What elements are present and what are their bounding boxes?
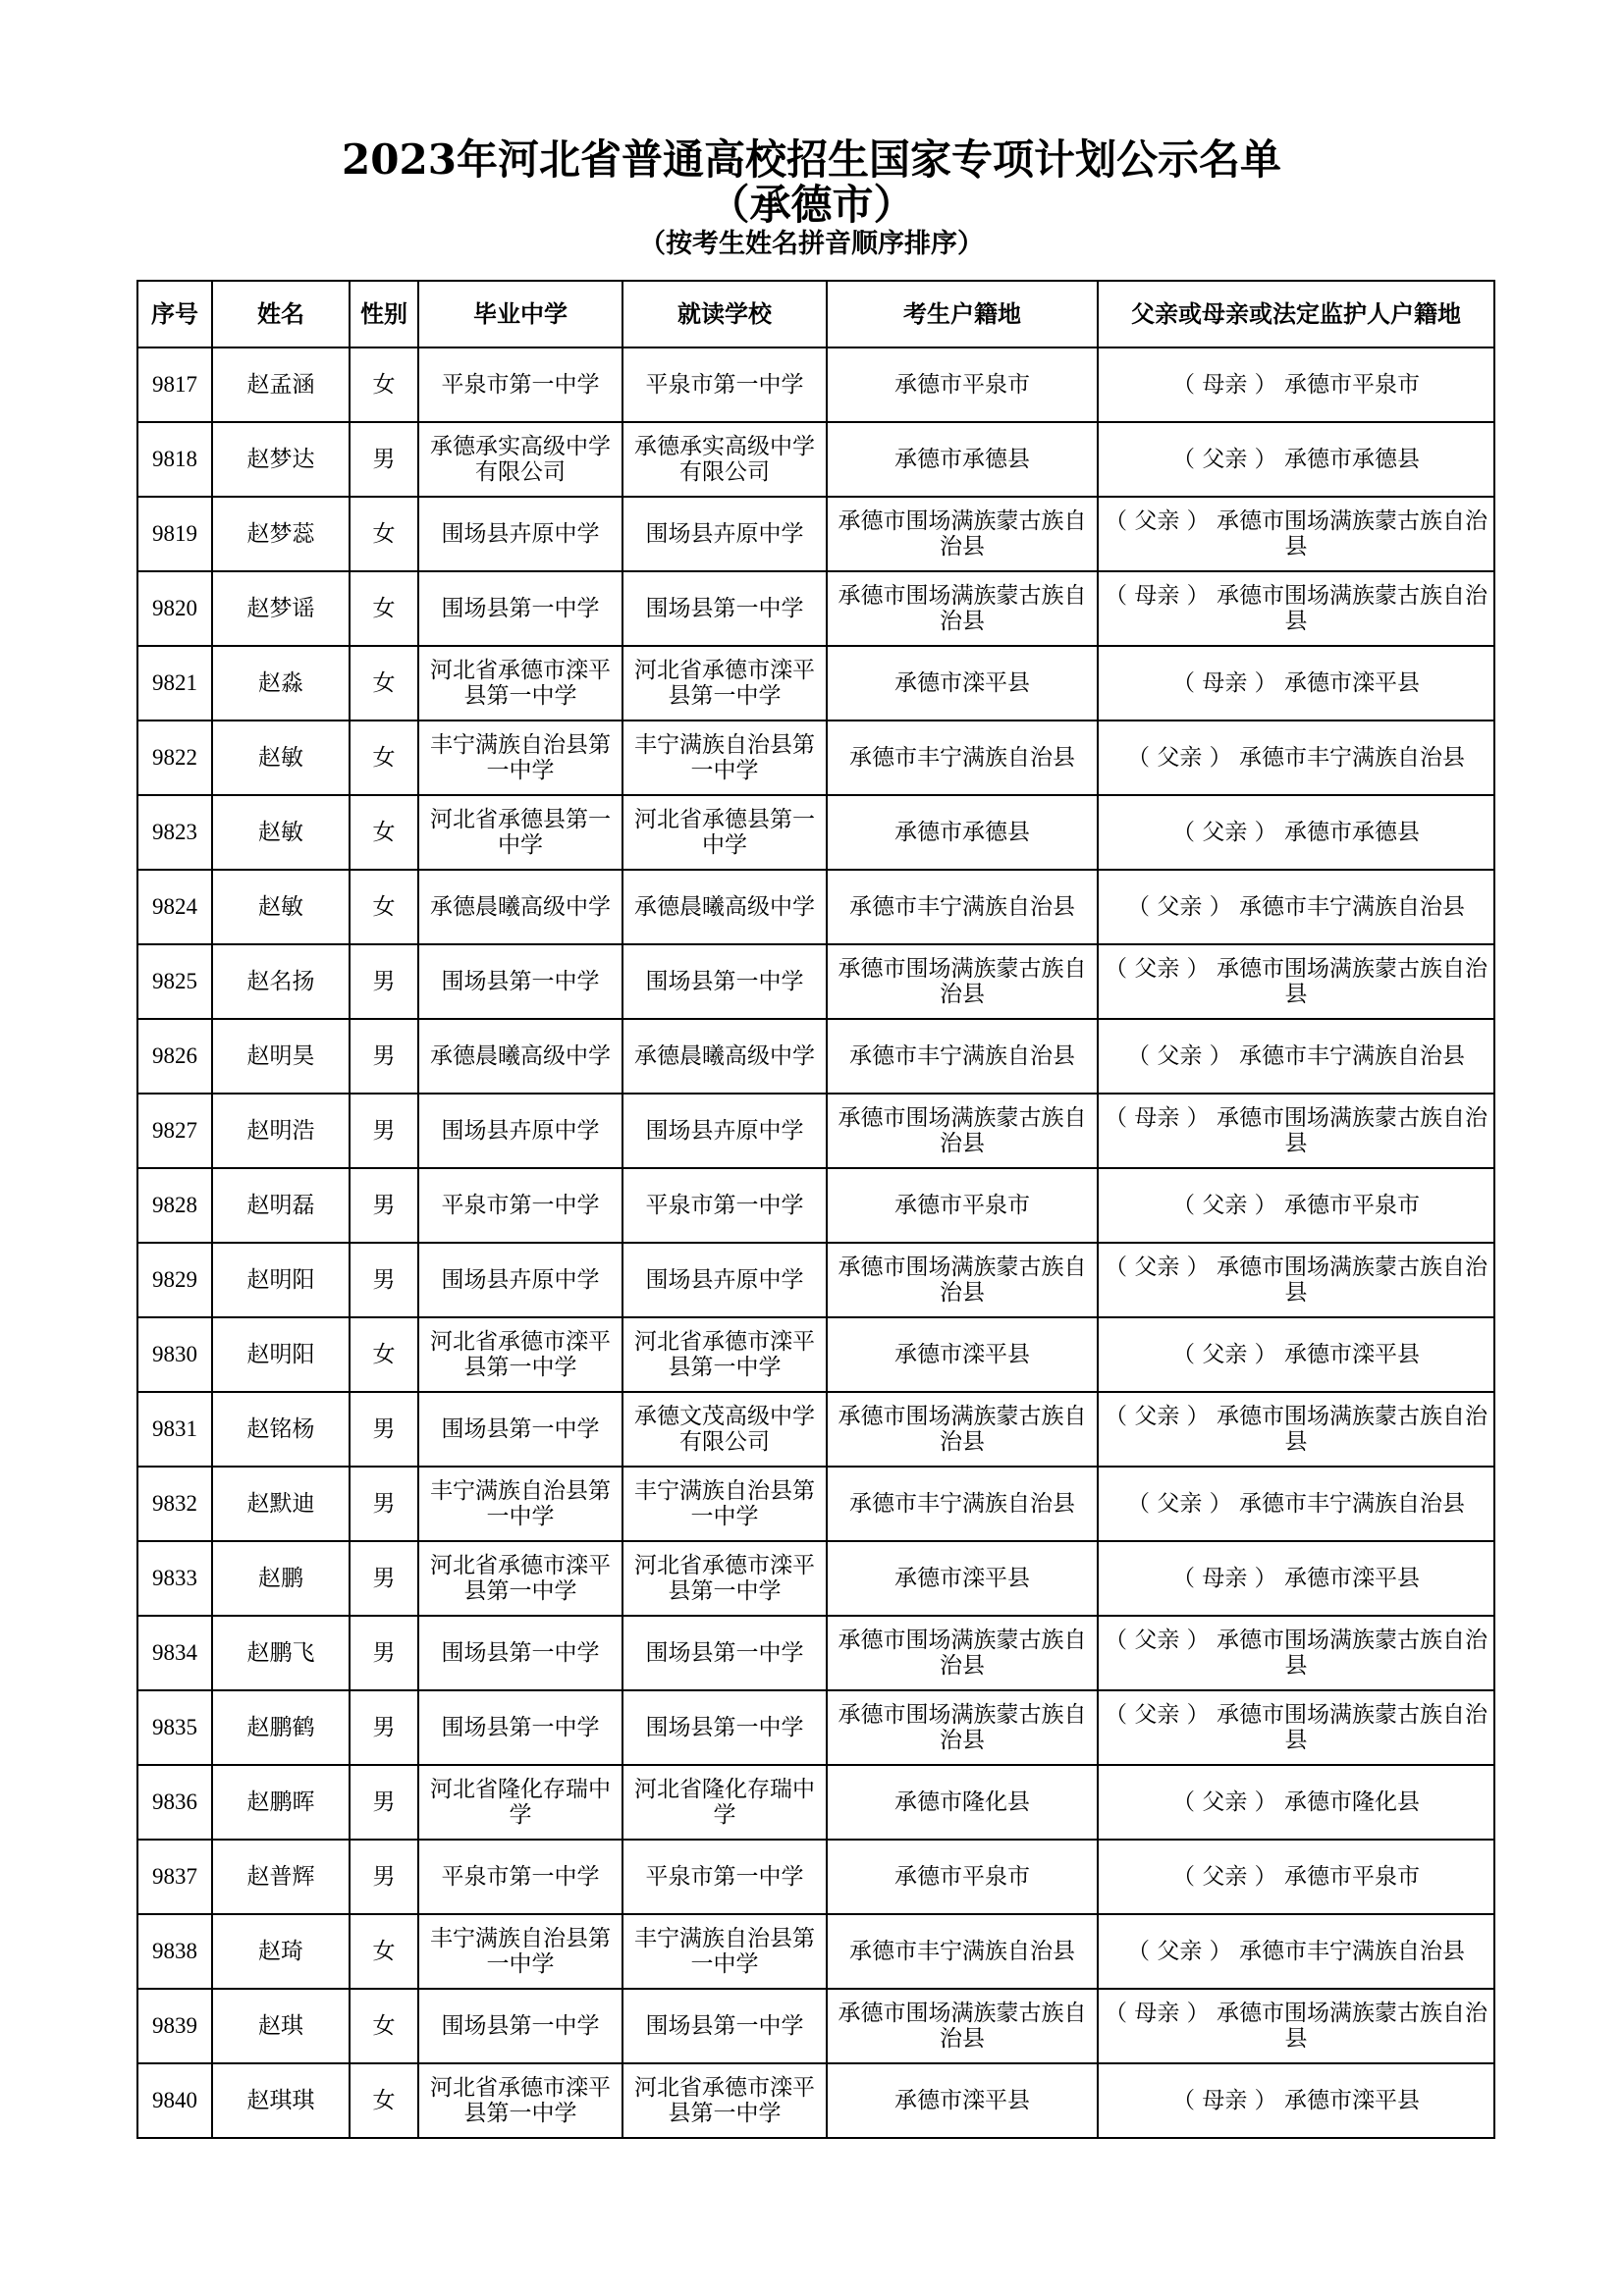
seq-cell: 9828: [137, 1168, 212, 1243]
hukou-cell: 承德市平泉市: [827, 1168, 1098, 1243]
gender-cell: 女: [350, 497, 418, 571]
table-row: [137, 1317, 1494, 1392]
name-cell: 赵明浩: [212, 1094, 350, 1168]
grad-school-cell: 平泉市第一中学: [418, 347, 622, 422]
study-school-cell: 平泉市第一中学: [622, 1168, 827, 1243]
study-school-cell: 河北省隆化存瑞中学: [622, 1765, 827, 1840]
guardian-hukou-cell: （ 母亲 ） 承德市围场满族蒙古族自治县: [1098, 1989, 1494, 2063]
gender-cell: 女: [350, 2063, 418, 2138]
seq-cell: 9833: [137, 1541, 212, 1616]
study-school-cell: 河北省承德县第一中学: [622, 795, 827, 870]
col-header-name: 姓名: [212, 281, 350, 347]
study-school-cell: 丰宁满族自治县第一中学: [622, 1467, 827, 1541]
seq-cell: 9818: [137, 422, 212, 497]
table-row: [137, 1616, 1494, 1690]
seq-cell: 9820: [137, 571, 212, 646]
guardian-hukou-cell: （ 父亲 ） 承德市围场满族蒙古族自治县: [1098, 944, 1494, 1019]
grad-school-cell: 围场县第一中学: [418, 1989, 622, 2063]
name-cell: 赵明阳: [212, 1243, 350, 1317]
guardian-hukou-cell: （ 父亲 ） 承德市围场满族蒙古族自治县: [1098, 1690, 1494, 1765]
hukou-cell: 承德市丰宁满族自治县: [827, 1467, 1098, 1541]
table-row: [137, 1168, 1494, 1243]
guardian-hukou-cell: （ 父亲 ） 承德市围场满族蒙古族自治县: [1098, 1616, 1494, 1690]
grad-school-cell: 河北省承德市滦平县第一中学: [418, 646, 622, 721]
grad-school-cell: 围场县卉原中学: [418, 1243, 622, 1317]
hukou-cell: 承德市围场满族蒙古族自治县: [827, 1094, 1098, 1168]
grad-school-cell: 平泉市第一中学: [418, 1168, 622, 1243]
seq-cell: 9835: [137, 1690, 212, 1765]
gender-cell: 女: [350, 1317, 418, 1392]
table-row: [137, 1840, 1494, 1914]
table-row: [137, 1989, 1494, 2063]
study-school-cell: 围场县卉原中学: [622, 497, 827, 571]
hukou-cell: 承德市承德县: [827, 422, 1098, 497]
guardian-hukou-cell: （ 母亲 ） 承德市滦平县: [1098, 646, 1494, 721]
seq-cell: 9817: [137, 347, 212, 422]
name-cell: 赵名扬: [212, 944, 350, 1019]
gender-cell: 女: [350, 1989, 418, 2063]
seq-cell: 9838: [137, 1914, 212, 1989]
grad-school-cell: 河北省承德市滦平县第一中学: [418, 1541, 622, 1616]
hukou-cell: 承德市平泉市: [827, 1840, 1098, 1914]
hukou-cell: 承德市围场满族蒙古族自治县: [827, 497, 1098, 571]
study-school-cell: 围场县第一中学: [622, 571, 827, 646]
name-cell: 赵普辉: [212, 1840, 350, 1914]
seq-cell: 9836: [137, 1765, 212, 1840]
seq-cell: 9822: [137, 721, 212, 795]
col-header-guardian-hukou: 父亲或母亲或法定监护人户籍地: [1098, 281, 1494, 347]
gender-cell: 女: [350, 1914, 418, 1989]
hukou-cell: 承德市丰宁满族自治县: [827, 870, 1098, 944]
study-school-cell: 围场县第一中学: [622, 1989, 827, 2063]
gender-cell: 男: [350, 1168, 418, 1243]
grad-school-cell: 河北省承德市滦平县第一中学: [418, 2063, 622, 2138]
guardian-hukou-cell: （ 父亲 ） 承德市承德县: [1098, 795, 1494, 870]
name-cell: 赵梦达: [212, 422, 350, 497]
seq-cell: 9826: [137, 1019, 212, 1094]
name-cell: 赵鹏: [212, 1541, 350, 1616]
seq-cell: 9839: [137, 1989, 212, 2063]
guardian-hukou-cell: （ 父亲 ） 承德市滦平县: [1098, 1317, 1494, 1392]
roster-table: [136, 280, 1495, 2139]
guardian-hukou-cell: （ 父亲 ） 承德市围场满族蒙古族自治县: [1098, 1392, 1494, 1467]
guardian-hukou-cell: （ 父亲 ） 承德市丰宁满族自治县: [1098, 1914, 1494, 1989]
gender-cell: 男: [350, 1467, 418, 1541]
study-school-cell: 河北省承德市滦平县第一中学: [622, 2063, 827, 2138]
col-header-hukou: 考生户籍地: [827, 281, 1098, 347]
name-cell: 赵梦谣: [212, 571, 350, 646]
guardian-hukou-cell: （ 父亲 ） 承德市围场满族蒙古族自治县: [1098, 1243, 1494, 1317]
gender-cell: 女: [350, 721, 418, 795]
guardian-hukou-cell: （ 父亲 ） 承德市承德县: [1098, 422, 1494, 497]
seq-cell: 9821: [137, 646, 212, 721]
guardian-hukou-cell: （ 母亲 ） 承德市滦平县: [1098, 2063, 1494, 2138]
gender-cell: 男: [350, 1840, 418, 1914]
grad-school-cell: 围场县第一中学: [418, 571, 622, 646]
study-school-cell: 河北省承德市滦平县第一中学: [622, 646, 827, 721]
table-row: [137, 944, 1494, 1019]
hukou-cell: 承德市平泉市: [827, 347, 1098, 422]
grad-school-cell: 围场县卉原中学: [418, 1094, 622, 1168]
study-school-cell: 承德文茂高级中学有限公司: [622, 1392, 827, 1467]
table-row: [137, 1541, 1494, 1616]
hukou-cell: 承德市丰宁满族自治县: [827, 1019, 1098, 1094]
grad-school-cell: 围场县第一中学: [418, 944, 622, 1019]
hukou-cell: 承德市丰宁满族自治县: [827, 1914, 1098, 1989]
guardian-hukou-cell: （ 父亲 ） 承德市丰宁满族自治县: [1098, 721, 1494, 795]
study-school-cell: 平泉市第一中学: [622, 1840, 827, 1914]
grad-school-cell: 承德晨曦高级中学: [418, 870, 622, 944]
seq-cell: 9830: [137, 1317, 212, 1392]
seq-cell: 9819: [137, 497, 212, 571]
study-school-cell: 丰宁满族自治县第一中学: [622, 1914, 827, 1989]
name-cell: 赵敏: [212, 795, 350, 870]
name-cell: 赵鹏鹤: [212, 1690, 350, 1765]
name-cell: 赵琪: [212, 1989, 350, 2063]
study-school-cell: 围场县卉原中学: [622, 1094, 827, 1168]
col-header-grad-school: 毕业中学: [418, 281, 622, 347]
grad-school-cell: 围场县第一中学: [418, 1690, 622, 1765]
guardian-hukou-cell: （ 父亲 ） 承德市丰宁满族自治县: [1098, 1467, 1494, 1541]
grad-school-cell: 承德承实高级中学有限公司: [418, 422, 622, 497]
hukou-cell: 承德市滦平县: [827, 1541, 1098, 1616]
study-school-cell: 围场县第一中学: [622, 944, 827, 1019]
name-cell: 赵明昊: [212, 1019, 350, 1094]
hukou-cell: 承德市围场满族蒙古族自治县: [827, 1690, 1098, 1765]
name-cell: 赵琦: [212, 1914, 350, 1989]
name-cell: 赵默迪: [212, 1467, 350, 1541]
gender-cell: 男: [350, 1243, 418, 1317]
table-row: [137, 422, 1494, 497]
table-row: [137, 571, 1494, 646]
table-row: [137, 1467, 1494, 1541]
grad-school-cell: 承德晨曦高级中学: [418, 1019, 622, 1094]
grad-school-cell: 丰宁满族自治县第一中学: [418, 721, 622, 795]
seq-cell: 9834: [137, 1616, 212, 1690]
hukou-cell: 承德市滦平县: [827, 2063, 1098, 2138]
grad-school-cell: 丰宁满族自治县第一中学: [418, 1467, 622, 1541]
table-row: [137, 2063, 1494, 2138]
gender-cell: 女: [350, 646, 418, 721]
hukou-cell: 承德市围场满族蒙古族自治县: [827, 571, 1098, 646]
study-school-cell: 围场县第一中学: [622, 1616, 827, 1690]
grad-school-cell: 河北省承德市滦平县第一中学: [418, 1317, 622, 1392]
hukou-cell: 承德市承德县: [827, 795, 1098, 870]
grad-school-cell: 丰宁满族自治县第一中学: [418, 1914, 622, 1989]
hukou-cell: 承德市围场满族蒙古族自治县: [827, 1392, 1098, 1467]
seq-cell: 9823: [137, 795, 212, 870]
gender-cell: 女: [350, 870, 418, 944]
hukou-cell: 承德市丰宁满族自治县: [827, 721, 1098, 795]
gender-cell: 男: [350, 1094, 418, 1168]
hukou-cell: 承德市围场满族蒙古族自治县: [827, 1243, 1098, 1317]
grad-school-cell: 围场县卉原中学: [418, 497, 622, 571]
table-row: [137, 1243, 1494, 1317]
guardian-hukou-cell: （ 父亲 ） 承德市围场满族蒙古族自治县: [1098, 497, 1494, 571]
grad-school-cell: 河北省承德县第一中学: [418, 795, 622, 870]
page-title: 2023年河北省普通高校招生国家专项计划公示名单: [342, 135, 1281, 184]
study-school-cell: 河北省承德市滦平县第一中学: [622, 1317, 827, 1392]
sort-note: （按考生姓名拼音顺序排序）: [639, 229, 984, 259]
study-school-cell: 围场县第一中学: [622, 1690, 827, 1765]
guardian-hukou-cell: （ 母亲 ） 承德市围场满族蒙古族自治县: [1098, 1094, 1494, 1168]
gender-cell: 男: [350, 1019, 418, 1094]
name-cell: 赵梦蕊: [212, 497, 350, 571]
hukou-cell: 承德市隆化县: [827, 1765, 1098, 1840]
seq-cell: 9840: [137, 2063, 212, 2138]
seq-cell: 9837: [137, 1840, 212, 1914]
hukou-cell: 承德市滦平县: [827, 1317, 1098, 1392]
seq-cell: 9829: [137, 1243, 212, 1317]
seq-cell: 9827: [137, 1094, 212, 1168]
col-header-seq: 序号: [137, 281, 212, 347]
name-cell: 赵琪琪: [212, 2063, 350, 2138]
study-school-cell: 平泉市第一中学: [622, 347, 827, 422]
table-row: [137, 1094, 1494, 1168]
table-row: [137, 870, 1494, 944]
grad-school-cell: 围场县第一中学: [418, 1392, 622, 1467]
table-row: [137, 347, 1494, 422]
gender-cell: 男: [350, 1392, 418, 1467]
table-row: [137, 1392, 1494, 1467]
seq-cell: 9825: [137, 944, 212, 1019]
hukou-cell: 承德市围场满族蒙古族自治县: [827, 1616, 1098, 1690]
guardian-hukou-cell: （ 母亲 ） 承德市平泉市: [1098, 347, 1494, 422]
gender-cell: 男: [350, 944, 418, 1019]
guardian-hukou-cell: （ 母亲 ） 承德市滦平县: [1098, 1541, 1494, 1616]
name-cell: 赵敏: [212, 721, 350, 795]
table-row: [137, 646, 1494, 721]
col-header-study-school: 就读学校: [622, 281, 827, 347]
study-school-cell: 围场县卉原中学: [622, 1243, 827, 1317]
grad-school-cell: 平泉市第一中学: [418, 1840, 622, 1914]
gender-cell: 男: [350, 1690, 418, 1765]
study-school-cell: 河北省承德市滦平县第一中学: [622, 1541, 827, 1616]
name-cell: 赵明阳: [212, 1317, 350, 1392]
page-subtitle: （承德市）: [708, 181, 915, 229]
table-header-row: [137, 281, 1494, 347]
name-cell: 赵淼: [212, 646, 350, 721]
seq-cell: 9832: [137, 1467, 212, 1541]
name-cell: 赵鹏飞: [212, 1616, 350, 1690]
col-header-gender: 性别: [350, 281, 418, 347]
hukou-cell: 承德市围场满族蒙古族自治县: [827, 944, 1098, 1019]
gender-cell: 女: [350, 571, 418, 646]
study-school-cell: 丰宁满族自治县第一中学: [622, 721, 827, 795]
guardian-hukou-cell: （ 父亲 ） 承德市平泉市: [1098, 1840, 1494, 1914]
gender-cell: 男: [350, 1541, 418, 1616]
name-cell: 赵敏: [212, 870, 350, 944]
guardian-hukou-cell: （ 父亲 ） 承德市丰宁满族自治县: [1098, 870, 1494, 944]
grad-school-cell: 河北省隆化存瑞中学: [418, 1765, 622, 1840]
hukou-cell: 承德市围场满族蒙古族自治县: [827, 1989, 1098, 2063]
study-school-cell: 承德承实高级中学有限公司: [622, 422, 827, 497]
gender-cell: 男: [350, 1765, 418, 1840]
grad-school-cell: 围场县第一中学: [418, 1616, 622, 1690]
table-row: [137, 1019, 1494, 1094]
name-cell: 赵明磊: [212, 1168, 350, 1243]
study-school-cell: 承德晨曦高级中学: [622, 1019, 827, 1094]
seq-cell: 9831: [137, 1392, 212, 1467]
name-cell: 赵孟涵: [212, 347, 350, 422]
seq-cell: 9824: [137, 870, 212, 944]
hukou-cell: 承德市滦平县: [827, 646, 1098, 721]
table-row: [137, 497, 1494, 571]
gender-cell: 男: [350, 1616, 418, 1690]
gender-cell: 女: [350, 347, 418, 422]
guardian-hukou-cell: （ 父亲 ） 承德市隆化县: [1098, 1765, 1494, 1840]
table-row: [137, 1765, 1494, 1840]
name-cell: 赵鹏晖: [212, 1765, 350, 1840]
gender-cell: 女: [350, 795, 418, 870]
table-row: [137, 1914, 1494, 1989]
gender-cell: 男: [350, 422, 418, 497]
table-row: [137, 795, 1494, 870]
table-row: [137, 721, 1494, 795]
guardian-hukou-cell: （ 母亲 ） 承德市围场满族蒙古族自治县: [1098, 571, 1494, 646]
guardian-hukou-cell: （ 父亲 ） 承德市平泉市: [1098, 1168, 1494, 1243]
name-cell: 赵铭杨: [212, 1392, 350, 1467]
table-row: [137, 1690, 1494, 1765]
study-school-cell: 承德晨曦高级中学: [622, 870, 827, 944]
guardian-hukou-cell: （ 父亲 ） 承德市丰宁满族自治县: [1098, 1019, 1494, 1094]
